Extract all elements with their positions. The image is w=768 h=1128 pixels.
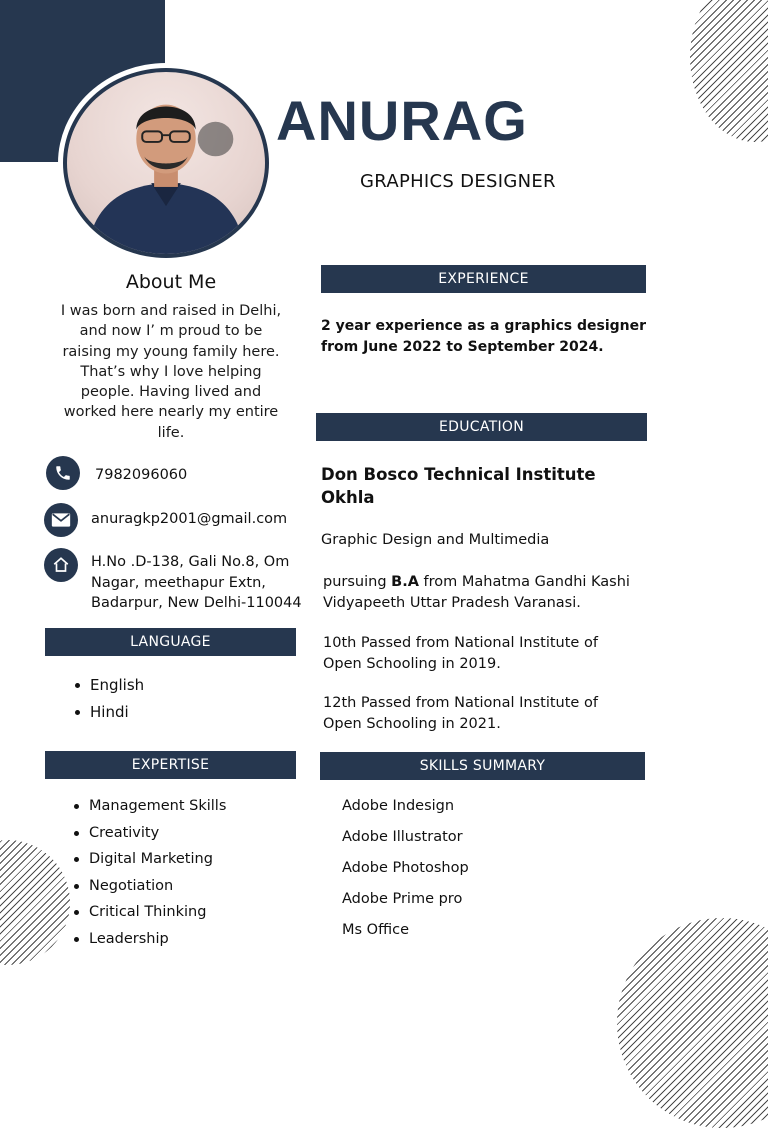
mail-icon [44,503,78,537]
tenth-education: 10th Passed from National Institute of Open Schooling in 2019. [323,635,598,672]
language-heading-bar [45,628,296,656]
list-item: Critical Thinking [44,899,294,926]
list-item: Adobe Indesign [342,798,455,814]
expertise-heading: EXPERTISE [131,757,210,773]
candidate-name: ANURAG [276,89,528,152]
experience-text: 2 year experience as a graphics designer from June 2022 to September 2024. [321,318,647,355]
list-item: Adobe Illustrator [342,829,463,845]
job-title: GRAPHICS DESIGNER [360,171,556,192]
skills-list [342,791,622,946]
ba-degree: B.A [391,574,419,590]
course-name: Graphic Design and Multimedia [321,532,550,548]
phone-icon [46,456,80,490]
skills-heading-bar [320,752,645,780]
home-icon [44,548,78,582]
education-heading: EDUCATION [438,419,524,435]
twelfth-education: 12th Passed from National Institute of Open Schooling in 2021. [323,695,598,732]
list-item: Adobe Photoshop [342,860,469,876]
skills-heading: SKILLS SUMMARY [419,758,546,774]
hatched-circle-decoration [617,918,768,1128]
email-address[interactable]: anuragkp2001@gmail.com [91,511,288,527]
about-heading: About Me [125,271,217,293]
language-heading: LANGUAGE [130,634,211,650]
list-item: Adobe Prime pro [342,891,463,907]
list-item: Ms Office [342,922,409,938]
experience-heading: EXPERIENCE [438,271,529,287]
phone-number[interactable]: 7982096060 [95,467,188,483]
list-item: Management Skills [44,793,294,820]
expertise-heading-bar [45,751,296,779]
ba-prefix: pursuing [323,574,392,590]
experience-heading-bar [321,265,646,293]
list-item: Digital Marketing [44,846,294,873]
address: H.No .D-138, Gali No.8, Om Nagar, meethapur Extn, Badarpur, New Delhi-110044 [91,554,302,611]
list-item: Hindi [45,699,285,726]
ba-education [323,572,643,613]
school-name: Don Bosco Technical Institute Okhla [321,465,596,507]
list-item: Leadership [44,926,294,953]
profile-photo [58,63,274,263]
ba-suffix: from Mahatma Gandhi Kashi Vidyapeeth Uttar Pradesh Varanasi. [323,574,630,611]
profile-photo-frame [63,68,269,258]
list-item: Negotiation [44,873,294,900]
education-heading-bar [316,413,647,441]
list-item: English [45,672,285,699]
language-list [45,672,285,726]
list-item: Creativity [44,820,294,847]
person-illustration [67,72,265,254]
about-text: I was born and raised in Delhi, and now I’ m proud to be raising my young family here. That’s why I love helping people. Having lived and worked here nearly my entire life. [60,303,282,441]
expertise-list [44,793,294,952]
hatched-circle-decoration [690,0,768,142]
